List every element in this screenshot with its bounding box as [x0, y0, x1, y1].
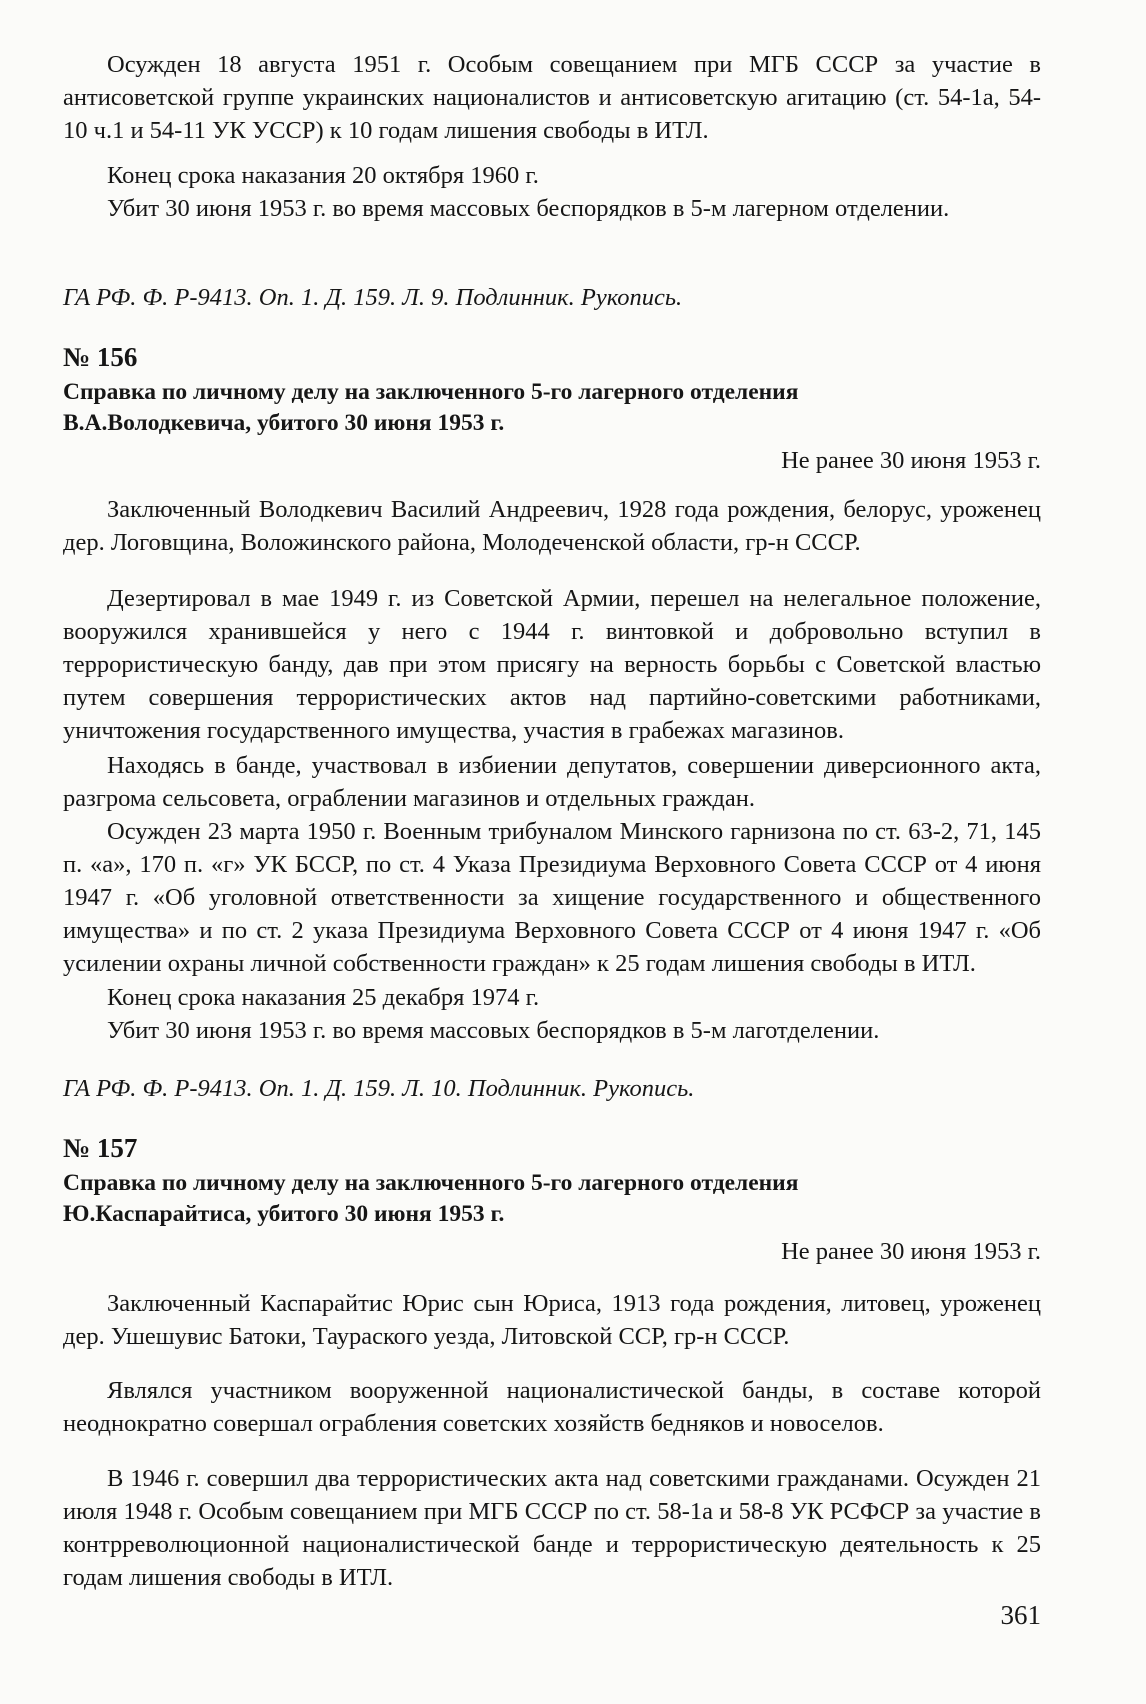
paragraph — [63, 981, 1041, 1014]
paragraph — [63, 582, 1041, 747]
document-date-text: Не ранее 30 июня 1953 г. — [781, 447, 1041, 474]
document-title-line: В.А.Володкевича, убитого 30 июня 1953 г. — [63, 410, 505, 436]
document-title-line: Ю.Каспарайтиса, убитого 30 июня 1953 г. — [63, 1201, 505, 1227]
paragraph — [63, 493, 1041, 559]
paragraph — [63, 1374, 1041, 1440]
document-title-line: Справка по личному делу на заключенного 5-го лагерного отделения — [63, 379, 799, 405]
paragraph-text: Заключенный Каспарайтис Юрис сын Юриса, 1913 года рождения, литовец, уроженец дер. Ушешувис Батоки, Таураского уезда, Литовской ССР, гр-н СССР. — [63, 1290, 1041, 1350]
document-number-text: № 157 — [63, 1133, 138, 1163]
paragraph — [63, 48, 1041, 147]
document-date — [63, 444, 1041, 477]
paragraph-text: В 1946 г. совершил два террористических акта над советскими гражданами. Осужден 21 июля 1948 г. Особым совещанием при МГБ СССР по ст. 58-1а и 58-8 УК РСФСР за участие в контрреволюционной националистической банде и террористическую деятельность к 25 годам лишения свободы в ИТЛ. — [63, 1465, 1041, 1591]
archive-source — [63, 281, 1041, 314]
source-citation: ГА РФ. Ф. Р-9413. Оп. 1. Д. 159. Л. 10. Подлинник. Рукопись. — [63, 1075, 695, 1102]
document-title — [63, 377, 1041, 439]
paragraph-text: Конец срока наказания 25 декабря 1974 г. — [107, 984, 540, 1011]
paragraph — [63, 1014, 1041, 1047]
document-number — [63, 341, 1041, 374]
paragraph-text: Осужден 18 августа 1951 г. Особым совещанием при МГБ СССР за участие в антисоветской группе украинских националистов и антисоветскую агитацию (ст. 54-1а, 54-10 ч.1 и 54-11 УК УССР) к 10 годам лишения свободы в ИТЛ. — [63, 51, 1041, 144]
document-date-text: Не ранее 30 июня 1953 г. — [781, 1238, 1041, 1265]
document-number — [63, 1132, 1041, 1165]
paragraph — [63, 1287, 1041, 1353]
document-title — [63, 1168, 1041, 1230]
paragraph-text: Являлся участником вооруженной националистической банды, в составе которой неоднократно совершал ограбления советских хозяйств бедняков и новоселов. — [63, 1377, 1041, 1437]
paragraph-text: Конец срока наказания 20 октября 1960 г. — [107, 162, 539, 189]
paragraph-text: Находясь в банде, участвовал в избиении депутатов, совершении диверсионного акта, разгрома сельсовета, ограблении магазинов и отдельных граждан. — [63, 752, 1041, 812]
paragraph — [63, 815, 1041, 980]
source-citation: ГА РФ. Ф. Р-9413. Оп. 1. Д. 159. Л. 9. Подлинник. Рукопись. — [63, 284, 683, 311]
paragraph — [63, 1462, 1041, 1594]
paragraph-text: Заключенный Володкевич Василий Андреевич, 1928 года рождения, белорус, уроженец дер. Логовщина, Воложинского района, Молодеченской области, гр-н СССР. — [63, 496, 1041, 556]
document-date — [63, 1235, 1041, 1268]
paragraph — [63, 159, 1041, 192]
document-title-line: Справка по личному делу на заключенного 5-го лагерного отделения — [63, 1170, 799, 1196]
paragraph-text: Убит 30 июня 1953 г. во время массовых беспорядков в 5-м лагерном отделении. — [107, 195, 950, 222]
paragraph — [63, 192, 1041, 225]
paragraph-text: Дезертировал в мае 1949 г. из Советской Армии, перешел на нелегальное положение, вооружился хранившейся у него с 1944 г. винтовкой и добровольно вступил в террористическую банду, дав при этом присягу на верность борьбы с Советской властью путем совершения террористических актов над партийно-советскими работниками, уничтожения государственного имущества, участия в грабежах магазинов. — [63, 585, 1041, 744]
paragraph-text: Осужден 23 марта 1950 г. Военным трибуналом Минского гарнизона по ст. 63-2, 71, 145 п. «а», 170 п. «г» УК БССР, по ст. 4 Указа Президиума Верховного Совета СССР от 4 июня 1947 г. «Об уголовной ответственности за хищение государственного и общественного имущества» и по ст. 2 указа Президиума Верховного Совета СССР от 4 июня 1947 г. «Об усилении охраны личной собственности граждан» к 25 годам лишения свободы в ИТЛ. — [63, 818, 1041, 977]
document-number-text: № 156 — [63, 342, 138, 372]
paragraph-text: Убит 30 июня 1953 г. во время массовых беспорядков в 5-м лаготделении. — [107, 1017, 880, 1044]
paragraph — [63, 749, 1041, 815]
page-number: 361 — [1000, 1600, 1041, 1630]
archive-source — [63, 1072, 1041, 1105]
